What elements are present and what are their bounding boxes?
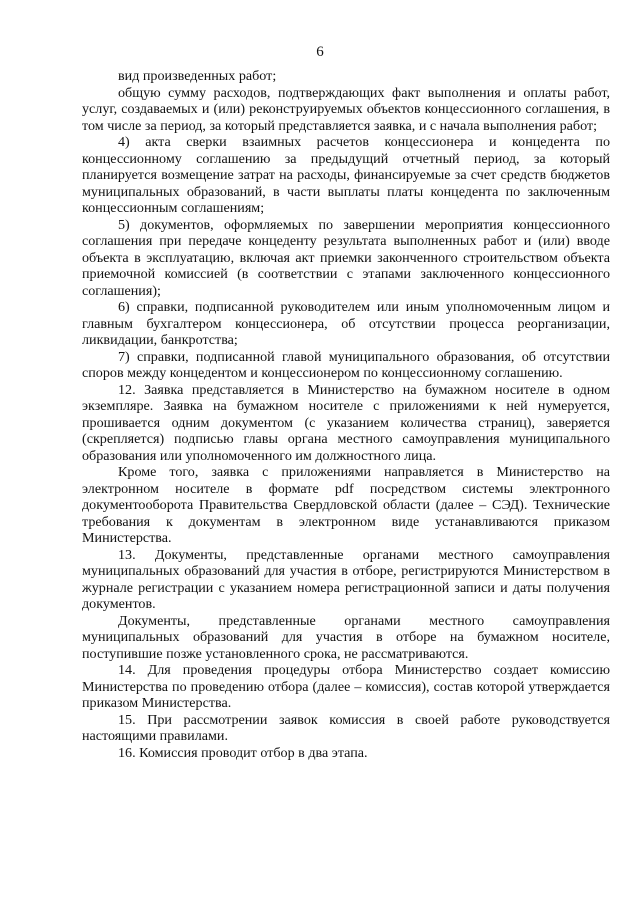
paragraph-item-7: 7) справки, подписанной главой муниципального образования, об отсутствии споров между концедентом и концессионером по концессионному соглашению. (82, 348, 610, 381)
paragraph-clause-15: 15. При рассмотрении заявок комиссия в своей работе руководствуется настоящими правилами. (82, 711, 610, 744)
paragraph-clause-14: 14. Для проведения процедуры отбора Министерство создает комиссию Министерства по проведению отбора (далее – комиссия), состав которой утверждается приказом Министерства. (82, 662, 610, 711)
paragraph-electronic-submission: Кроме того, заявка с приложениями направляется в Министерство на электронном носителе в формате pdf посредством системы электронного документооборота Правительства Свердловской области (далее – СЭД). Технические требования к документам в электронном виде устанавливаются приказом Министерства. (82, 464, 610, 546)
page-number: 6 (316, 44, 324, 60)
paragraph-work-type: вид произведенных работ; (118, 68, 277, 84)
paragraph-item-6: 6) справки, подписанной руководителем или иным уполномоченным лицом и главным бухгалтером концессионера, об отсутствии процесса реорганизации, ликвидации, банкротства; (82, 299, 610, 348)
paragraph-clause-16: 16. Комиссия проводит отбор в два этапа. (118, 744, 368, 761)
paragraph-clause-13: 13. Документы, представленные органами местного самоуправления муниципальных образований для участия в отборе, регистрируются Министерством в журнале регистрации с указанием номера регистрационной записи и даты получения документов. (82, 546, 610, 612)
paragraph-item-5: 5) документов, оформляемых по завершении мероприятия концессионного соглашения при передаче концеденту результата выполненных работ и (или) вводе объекта в эксплуатацию, включая акт приемки законченного строительством объекта приемочной комиссией (в соответствии с этапами заключенного концессионного соглашения); (82, 216, 610, 299)
paragraph-item-4: 4) акта сверки взаимных расчетов концессионера и концедента по концессионному соглашению за предыдущий отчетный период, за который планируется возмещение затрат на расходы, финансируемые за счет средств бюджетов муниципальных образований, в части выплаты платы концедента по заключенным концессионным соглашениям; (82, 134, 610, 216)
paragraph-clause-12: 12. Заявка представляется в Министерство на бумажном носителе в одном экземпляре. Заявка на бумажном носителе с приложениями к ней нумеруется, прошивается одним документом (с указанием количества страниц), заверяется (скрепляется) подписью главы органа местного самоуправления муниципального образования или уполномоченного им должностного лица. (82, 381, 610, 464)
paragraph-total-expenses: общую сумму расходов, подтверждающих факт выполнения и оплаты работ, услуг, создаваемых и (или) реконструируемых объектов концессионного соглашения, в том числе за период, за который представляется заявка, и с начала выполнения работ; (82, 84, 610, 134)
document-body (82, 68, 610, 761)
paragraph-late-documents: Документы, представленные органами местного самоуправления муниципальных образований для участия в отборе на бумажном носителе, поступившие позже установленного срока, не рассматриваются. (82, 612, 610, 662)
